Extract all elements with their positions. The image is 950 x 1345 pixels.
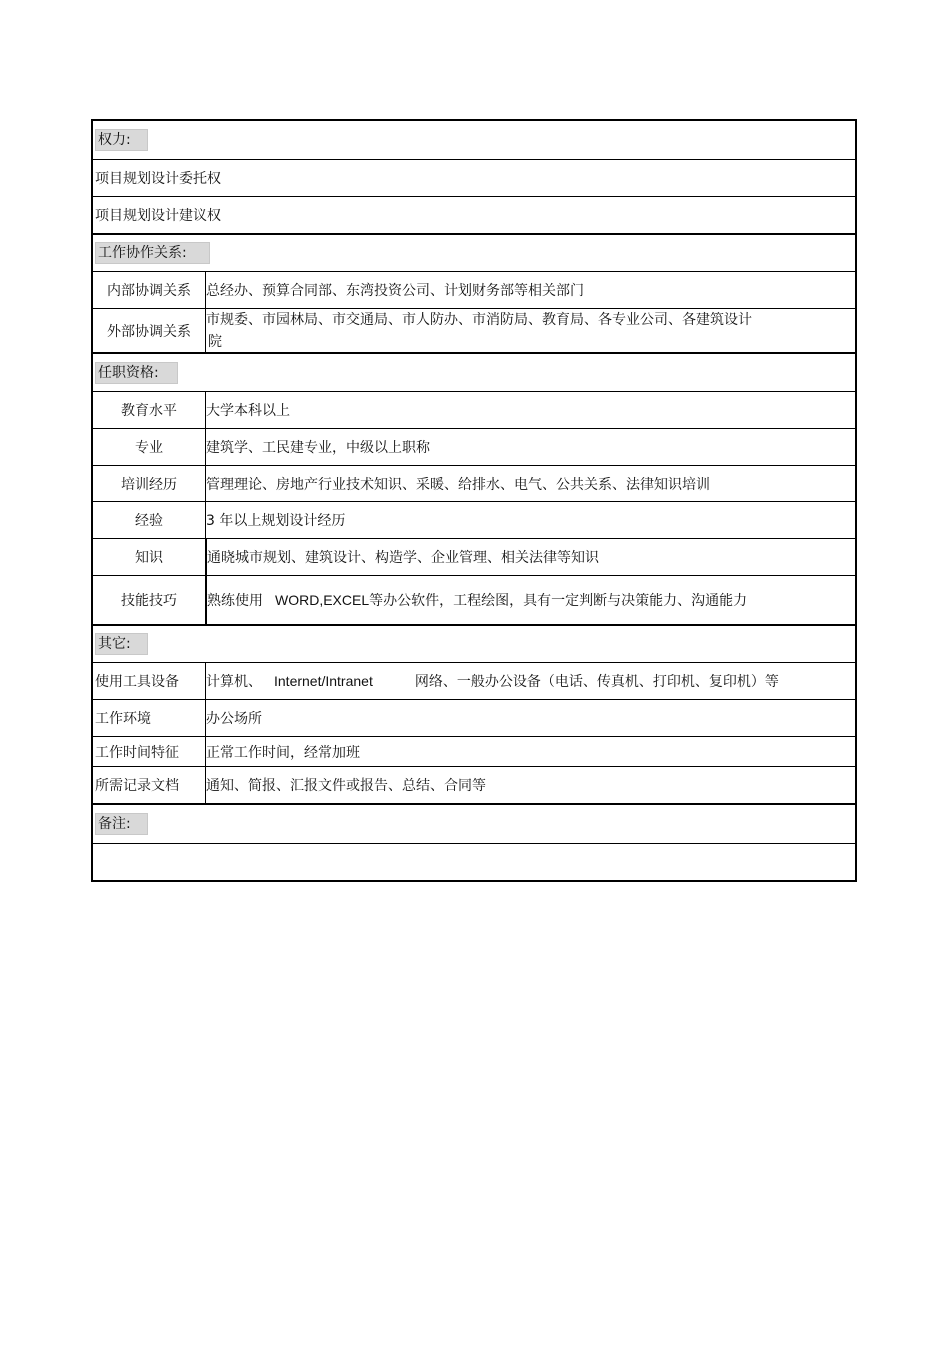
relations-header: 工作协作关系: (95, 242, 210, 264)
qualification-value: 3 年以上规划设计经历 (205, 502, 855, 538)
authority-item-row (93, 159, 855, 196)
tools-value-c: 网络、一般办公设备（电话、传真机、打印机、复印机）等 (414, 674, 779, 690)
tools-label: 使用工具设备 (95, 674, 179, 690)
remarks-value (93, 844, 855, 882)
external-relations-value-line1: 市规委、市园林局、市交通局、市人防办、市消防局、教育局、各专业公司、各建筑设计 (206, 311, 752, 328)
environment-value: 办公场所 (205, 700, 855, 736)
documents-row (93, 766, 855, 803)
tools-row (93, 662, 855, 699)
other-header-row (93, 624, 855, 662)
qualification-row (93, 501, 855, 538)
qualification-value: 大学本科以上 (205, 392, 855, 428)
qualification-label: 知识 (135, 550, 163, 566)
skills-row (93, 575, 855, 624)
work-time-label: 工作时间特征 (95, 744, 179, 761)
qualification-value: 通晓城市规划、建筑设计、构造学、企业管理、相关法律等知识 (205, 539, 855, 575)
skills-value-b: WORD,EXCEL (275, 592, 370, 608)
external-relations-label: 外部协调关系 (107, 323, 191, 340)
authority-item: 项目规划设计建议权 (95, 208, 221, 224)
qualification-label: 经验 (135, 513, 163, 529)
environment-row (93, 699, 855, 736)
qualification-label: 教育水平 (121, 403, 177, 419)
tools-value-b: Internet/Intranet (274, 673, 373, 689)
external-relations-row (93, 308, 855, 352)
remarks-header: 备注: (95, 813, 148, 835)
work-time-value: 正常工作时间，经常加班 (205, 737, 855, 766)
qualification-value: 管理理论、房地产行业技术知识、采暖、给排水、电气、公共关系、法律知识培训 (205, 466, 855, 501)
external-relations-value-line2: 院 (208, 333, 222, 350)
skills-value-a: 熟练使用 (207, 593, 263, 609)
environment-label: 工作环境 (95, 711, 151, 727)
internal-relations-row (93, 271, 855, 308)
qualification-label: 培训经历 (121, 476, 177, 493)
authority-item-row (93, 196, 855, 233)
qualification-label: 专业 (135, 440, 163, 456)
qualifications-header-row (93, 352, 855, 391)
qualification-row (93, 538, 855, 575)
relations-header-row (93, 233, 855, 271)
qualification-row (93, 465, 855, 501)
qualification-row (93, 428, 855, 465)
skills-value-c: 等办公软件，工程绘图，具有一定判断与决策能力、沟通能力 (369, 593, 748, 609)
internal-relations-value: 总经办、预算合同部、东湾投资公司、计划财务部等相关部门 (205, 272, 855, 308)
authority-item: 项目规划设计委托权 (95, 171, 221, 187)
qualification-value: 建筑学、工民建专业，中级以上职称 (205, 429, 855, 465)
remarks-row (93, 843, 855, 882)
job-description-table (91, 119, 857, 882)
authority-header: 权力: (95, 129, 148, 151)
work-time-row (93, 736, 855, 766)
qualifications-header: 任职资格: (95, 362, 178, 384)
qualification-row (93, 391, 855, 428)
documents-label: 所需记录文档 (95, 778, 179, 794)
other-header: 其它: (95, 633, 148, 655)
skills-label: 技能技巧 (121, 593, 177, 609)
internal-relations-label: 内部协调关系 (107, 283, 191, 299)
tools-value-a: 计算机、 (206, 674, 262, 690)
documents-value: 通知、简报、汇报文件或报告、总结、合同等 (205, 767, 855, 803)
authority-header-row (93, 121, 855, 159)
remarks-header-row (93, 803, 855, 843)
